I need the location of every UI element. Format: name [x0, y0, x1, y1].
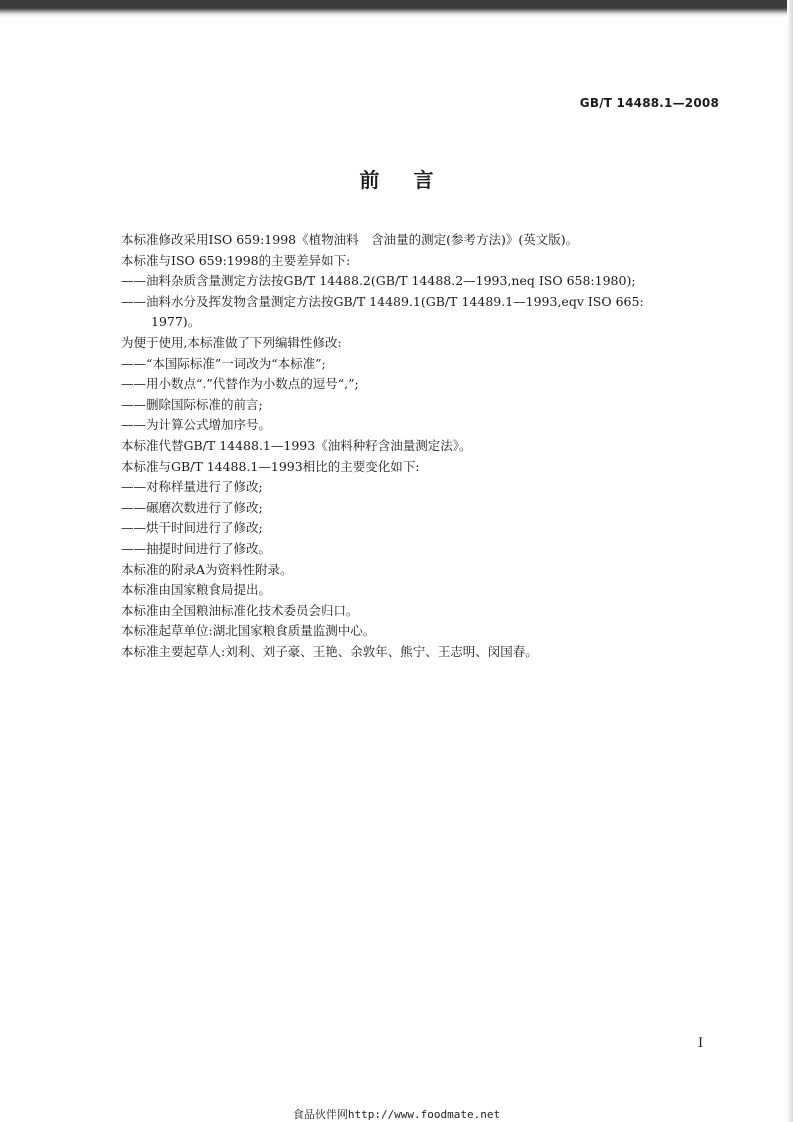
text-line: 本标准修改采用ISO 659:1998《植物油料 含油量的测定(参考方法)》(英文版)。 [121, 232, 579, 247]
text-line: 本标准与ISO 659:1998的主要差异如下: [121, 252, 351, 268]
text-line: ——“本国际标准”一词改为“本标准”; [121, 355, 326, 371]
text-line: 本标准由全国粮油标准化技术委员会归口。 [121, 602, 359, 618]
text-line: ——对称样量进行了修改; [121, 479, 263, 495]
page-number: I [698, 1036, 704, 1051]
scan-top-edge [0, 0, 793, 18]
text-line: 本标准主要起草人:刘利、刘子豪、王艳、余敦年、熊宁、王志明、闵国春。 [121, 643, 538, 659]
text-line: ——油料杂质含量测定方法按GB/T 14488.2(GB/T 14488.2—1993,neq ISO 658:1980); [121, 273, 636, 289]
text-line: ——烘干时间进行了修改; [121, 520, 263, 536]
text-line: ——抽提时间进行了修改。 [121, 540, 272, 556]
page-title: 前言 [359, 168, 468, 192]
text-line: ——用小数点“.”代替作为小数点的逗号“,”; [121, 376, 359, 392]
text-line: 1977)。 [151, 314, 201, 330]
footer-watermark: 食品伙伴网http://www.foodmate.net [292, 1108, 501, 1121]
foreword-body [121, 230, 721, 662]
text-line: 为便于使用,本标准做了下列编辑性修改: [121, 334, 342, 350]
text-line: ——碾磨次数进行了修改; [121, 499, 263, 515]
text-line: ——为计算公式增加序号。 [121, 417, 272, 433]
text-line: 本标准代替GB/T 14488.1—1993《油料种籽含油量测定法》。 [121, 437, 472, 453]
text-line: 本标准的附录A为资料性附录。 [121, 561, 293, 577]
text-line: ——删除国际标准的前言; [121, 396, 263, 412]
text-line: 本标准由国家粮食局提出。 [121, 582, 272, 598]
text-line: 本标准起草单位:湖北国家粮食质量监测中心。 [121, 623, 376, 639]
text-line: ——油料水分及挥发物含量测定方法按GB/T 14489.1(GB/T 14489.1—1993,eqv ISO 665: [121, 293, 644, 309]
text-line: 本标准与GB/T 14488.1—1993相比的主要变化如下: [121, 458, 420, 474]
standard-number: GB/T 14488.1—2008 [579, 96, 719, 110]
